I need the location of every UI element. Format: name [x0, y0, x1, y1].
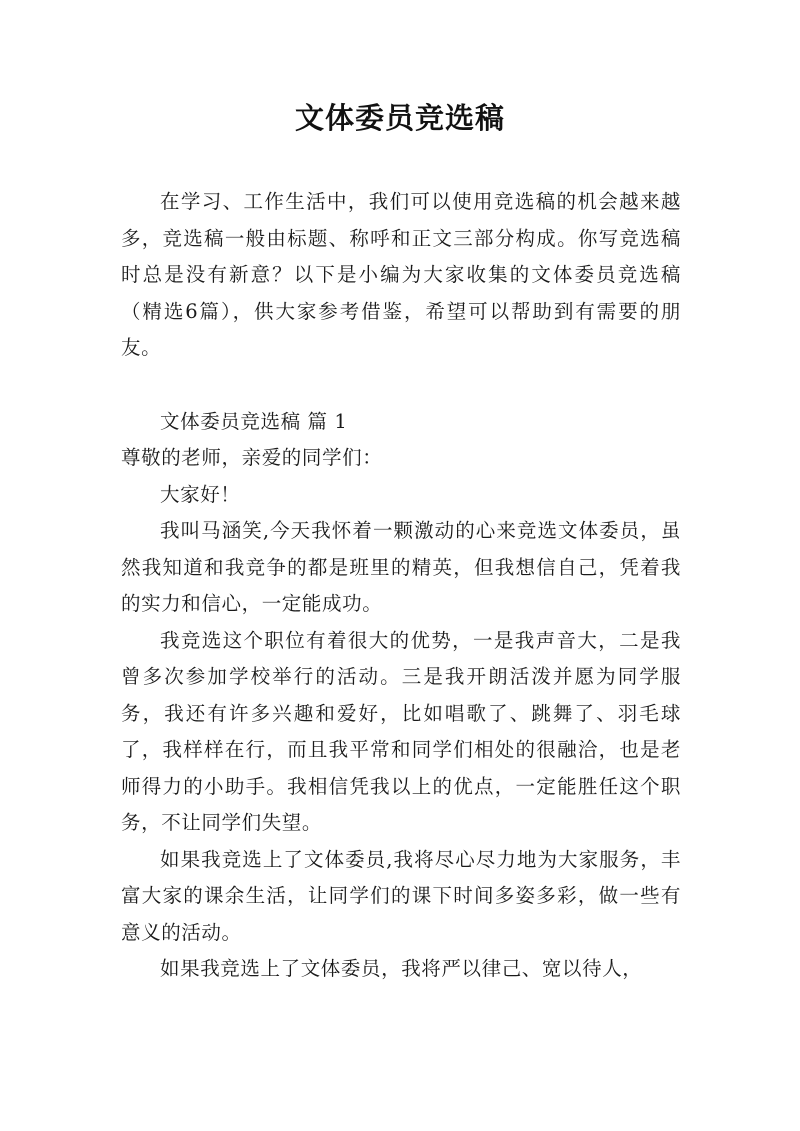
section-heading: 文体委员竞选稿 篇 1 [160, 409, 348, 433]
greeting: 大家好！ [160, 482, 241, 506]
salutation: 尊敬的老师，亲爱的同学们： [121, 446, 383, 469]
paragraph-spacer [121, 367, 681, 404]
intro-paragraph: 在学习、工作生活中，我们可以使用竞选稿的机会越来越多，竞选稿一般由标题、称呼和正文三部分构成。你写竞选稿时总是没有新意？以下是小编为大家收集的文体委员竞选稿（精选6篇），供大家参考借鉴，希望可以帮助到有需要的朋友。 [121, 190, 681, 359]
body-paragraph: 我叫马涵笑,今天我怀着一颗激动的心来竞选文体委员，虽然我知道和我竞争的都是班里的精英，但我想信自己，凭着我的实力和信心，一定能成功。 [121, 519, 681, 615]
body-paragraph: 我竞选这个职位有着很大的优势，一是我声音大，二是我曾多次参加学校举行的活动。三是我开朗活泼并愿为同学服务，我还有许多兴趣和爱好，比如唱歌了、跳舞了、羽毛球了，我样样在行，而且我平常和同学们相处的很融洽，也是老师得力的小助手。我相信凭我以上的优点，一定能胜任这个职务，不让同学们失望。 [121, 628, 681, 834]
document-title: 文体委员竞选稿 [294, 101, 505, 135]
document-body [121, 184, 681, 988]
body-paragraph: 如果我竞选上了文体委员，我将严以律己、宽以待人， [160, 957, 643, 980]
body-paragraph: 如果我竞选上了文体委员,我将尽心尽力地为大家服务，丰富大家的课余生活，让同学们的课下时间多姿多彩，做一些有意义的活动。 [121, 847, 681, 944]
